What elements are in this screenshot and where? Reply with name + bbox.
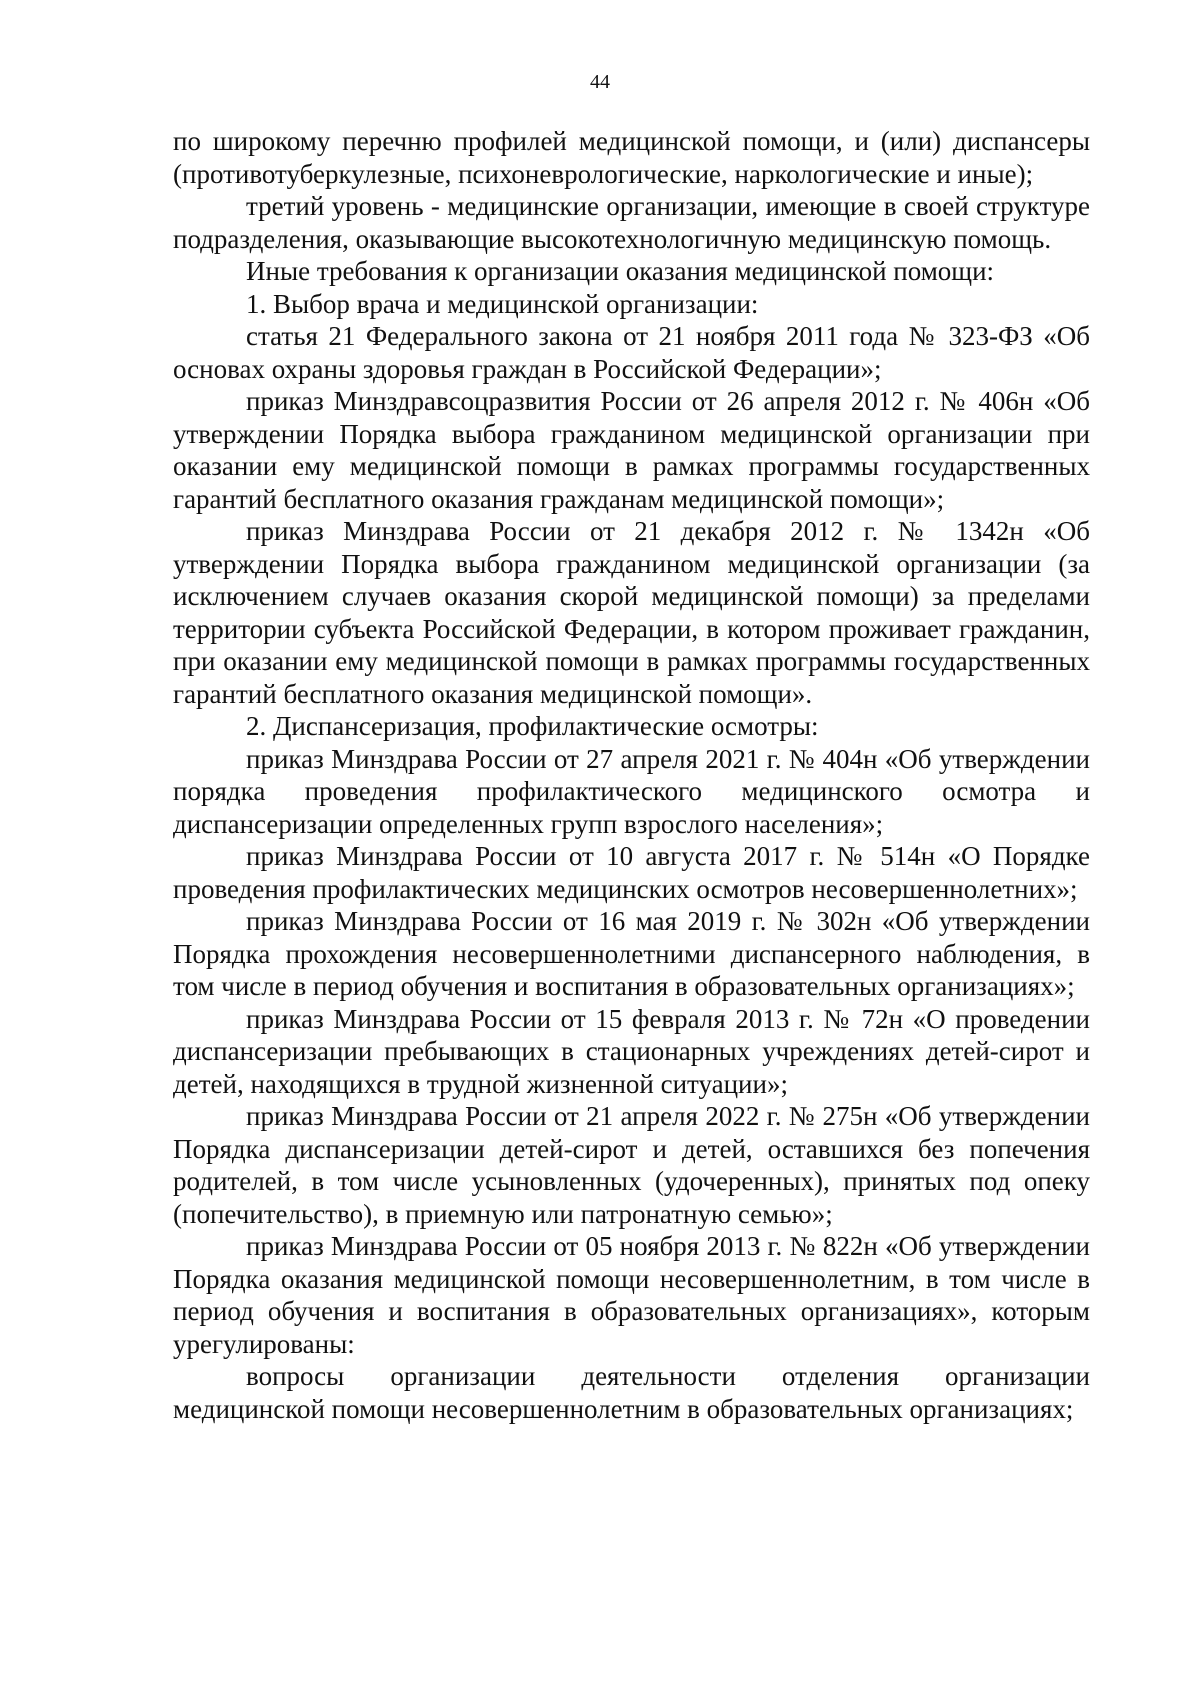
paragraph: приказ Минздрава России от 16 мая 2019 г. № 302н «Об утверждении Порядка прохождения несовершеннолетними диспансерного наблюдения, в том числе в период обучения и воспитания в образовательных организациях»;	[173, 906, 1090, 1001]
paragraph: приказ Минздрава России от 21 декабря 2012 г. № 1342н «Об утверждении Порядка выбора гражданином медицинской организации (за исключением случаев оказания скорой медицинской помощи) за пределами территории субъекта Российской Федерации, в котором проживает гражданин, при оказании ему медицинской помощи в рамках программы государственных гарантий бесплатного оказания медицинской помощи».	[173, 516, 1090, 709]
paragraph: приказ Минздрава России от 15 февраля 2013 г. № 72н «О проведении диспансеризации пребывающих в стационарных учреждениях детей-сирот и детей, находящихся в трудной жизненной ситуации»;	[173, 1003, 1090, 1099]
section-heading: 1. Выбор врача и медицинской организации:	[246, 288, 759, 319]
section-heading: 2. Диспансеризация, профилактические осмотры:	[246, 711, 819, 741]
document-body	[173, 125, 1090, 1425]
paragraph: вопросы организации деятельности отделения организации медицинской помощи несовершеннолетним в образовательных организациях;	[173, 1361, 1090, 1424]
paragraph: приказ Минздрава России от 21 апреля 2022 г. № 275н «Об утверждении Порядка диспансеризации детей-сирот и детей, оставшихся без попечения родителей, в том числе усыновленных (удочеренных), принятых под опеку (попечительство), в приемную или патронатную семью»;	[173, 1101, 1090, 1229]
page-number: 44	[590, 71, 610, 93]
paragraph: третий уровень - медицинские организации, имеющие в своей структуре подразделения, оказывающие высокотехнологичную медицинскую помощь.	[173, 191, 1090, 254]
paragraph: Иные требования к организации оказания медицинской помощи:	[246, 256, 995, 286]
paragraph: приказ Минздрава России от 27 апреля 2021 г. № 404н «Об утверждении порядка проведения профилактического медицинского осмотра и диспансеризации определенных групп взрослого населения»;	[173, 743, 1090, 839]
paragraph: приказ Минздрава России от 05 ноября 2013 г. № 822н «Об утверждении Порядка оказания медицинской помощи несовершеннолетним, в том числе в период обучения и воспитания в образовательных организациях», которым урегулированы:	[173, 1231, 1090, 1359]
paragraph: статья 21 Федерального закона от 21 ноября 2011 года № 323-ФЗ «Об основах охраны здоровья граждан в Российской Федерации»;	[173, 321, 1090, 384]
paragraph: приказ Минздравсоцразвития России от 26 апреля 2012 г. № 406н «Об утверждении Порядка выбора гражданином медицинской организации при оказании ему медицинской помощи в рамках программы государственных гарантий бесплатного оказания гражданам медицинской помощи»;	[173, 386, 1090, 514]
paragraph: по широкому перечню профилей медицинской помощи, и (или) диспансеры (противотуберкулезные, психоневрологические, наркологические и иные);	[173, 126, 1090, 189]
paragraph: приказ Минздрава России от 10 августа 2017 г. № 514н «О Порядке проведения профилактических медицинских осмотров несовершеннолетних»;	[173, 841, 1090, 904]
